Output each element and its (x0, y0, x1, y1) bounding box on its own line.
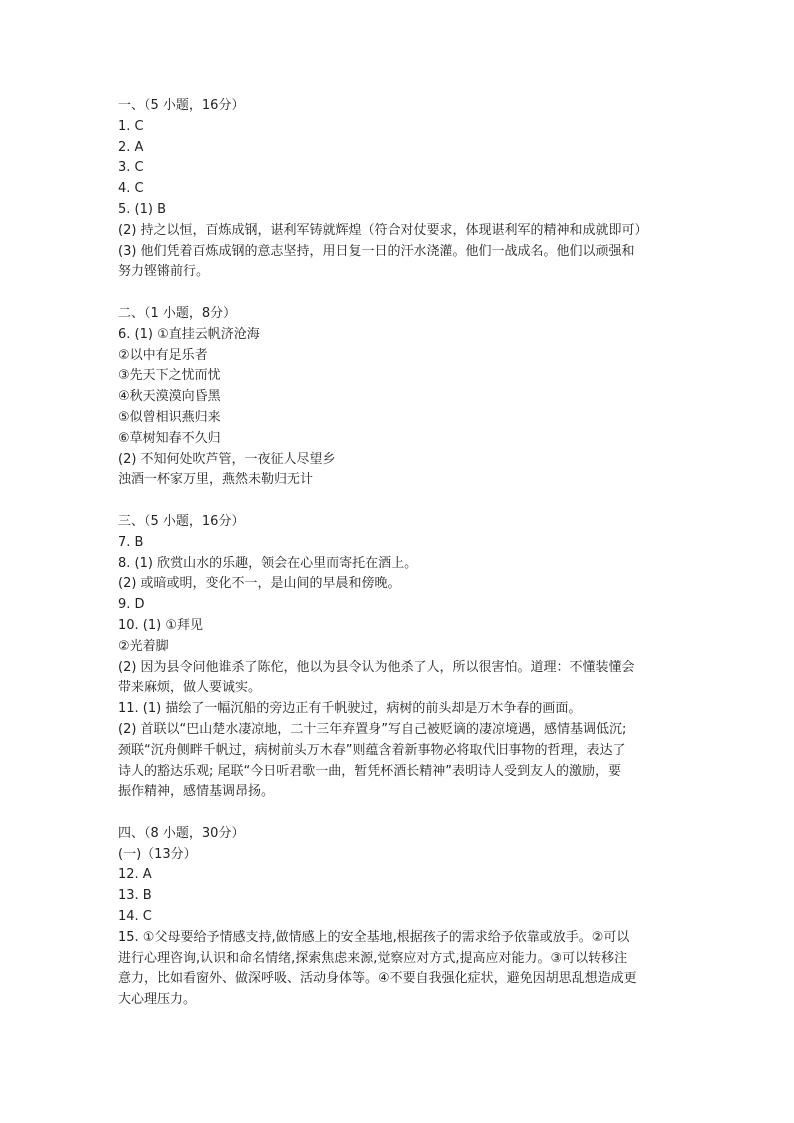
answer-line: 大心理压力。 (118, 992, 197, 1008)
section-heading: 四、（8 小题，30分） (118, 825, 245, 841)
section-1 (118, 96, 680, 283)
answer-line: 6. (1) ①直挂云帆济沧海 (118, 326, 260, 342)
answer-line: 进行心理咨询,认识和命名情绪,探索焦虑来源,觉察应对方式,提高应对能力。③可以转移注 (118, 950, 628, 966)
section-3 (118, 512, 680, 803)
section-heading: 二、（1 小题，8分） (118, 305, 237, 321)
answer-line: 8. (1) 欣赏山水的乐趣，领会在心里而寄托在酒上。 (118, 555, 418, 571)
answer-line: (2) 或暗或明，变化不一，是山间的早晨和傍晚。 (118, 576, 401, 592)
answer-line: (2) 因为县令问他谁杀了陈佗，他以为县令认为他杀了人，所以很害怕。道理：不懂装懂会 (118, 659, 635, 675)
section-gap (118, 283, 680, 304)
answer-line: ⑤似曾相识燕归来 (118, 409, 221, 425)
answer-line: 诗人的豁达乐观; 尾联“今日听君歌一曲，暂凭杯酒长精神”表明诗人受到友人的激励，要 (118, 763, 621, 779)
answer-line: 努力铿锵前行。 (118, 264, 210, 280)
answer-line: 7. B (118, 534, 144, 550)
answer-line: 13. B (118, 888, 152, 904)
answer-line: ②以中有足乐者 (118, 347, 208, 363)
answer-line: ⑥草树知春不久归 (118, 430, 221, 446)
answer-line: 浊酒一杯家万里，燕然未勒归无计 (118, 472, 314, 488)
answer-line: ④秋天漠漠向昏黑 (118, 389, 221, 405)
answer-line: 振作精神，感情基调昂扬。 (118, 784, 275, 800)
answer-line: (2) 首联以“巴山楚水凄凉地，二十三年弃置身”写自己被贬谪的凄凉境遇，感情基调低沉; (118, 721, 627, 737)
answer-line: 10. (1) ①拜见 (118, 617, 204, 633)
answer-line: 14. C (118, 909, 152, 925)
section-4 (118, 824, 680, 1011)
answer-document (118, 96, 680, 1011)
section-gap (118, 803, 680, 824)
answer-line: ③先天下之忧而忧 (118, 368, 221, 384)
answer-line: 3. C (118, 160, 144, 176)
section-heading: 三、（5 小题，16分） (118, 513, 245, 529)
answer-line: 11. (1) 描绘了一幅沉船的旁边正有千帆驶过，病树的前头却是万木争春的画面。 (118, 701, 582, 717)
answer-line: 4. C (118, 181, 144, 197)
answer-line: (2) 不知何处吹芦管，一夜征人尽望乡 (118, 451, 336, 467)
answer-line: 2. A (118, 139, 144, 155)
answer-line: 带来麻烦，做人要诚实。 (118, 680, 262, 696)
answer-line: (3) 他们凭着百炼成钢的意志坚持，用日复一日的汗水浇灌。他们一战成名。他们以顽强和 (118, 243, 635, 259)
answer-line: 意力，比如看窗外、做深呼吸、活动身体等。④不要自我强化症状，避免因胡思乱想造成更 (118, 971, 637, 987)
answer-line: ②光着脚 (118, 638, 169, 654)
section-gap (118, 491, 680, 512)
answer-line: 颈联“沉舟侧畔千帆过，病树前头万木春”则蕴含着新事物必将取代旧事物的哲理，表达了 (118, 742, 626, 758)
answer-line: (2) 持之以恒，百炼成钢，谌利军铸就辉煌（符合对仗要求，体现谌利军的精神和成就即可） (118, 222, 648, 238)
answer-line: 15. ①父母要给予情感支持,做情感上的安全基地,根据孩子的需求给予依靠或放手。②可以 (118, 929, 630, 945)
answer-line: (一)（13分） (118, 846, 197, 862)
answer-line: 1. C (118, 118, 144, 134)
section-2 (118, 304, 680, 491)
answer-line: 5. (1) B (118, 201, 167, 217)
section-heading: 一、（5 小题，16分） (118, 98, 245, 113)
answer-line: 9. D (118, 597, 145, 613)
answer-line: 12. A (118, 867, 152, 883)
